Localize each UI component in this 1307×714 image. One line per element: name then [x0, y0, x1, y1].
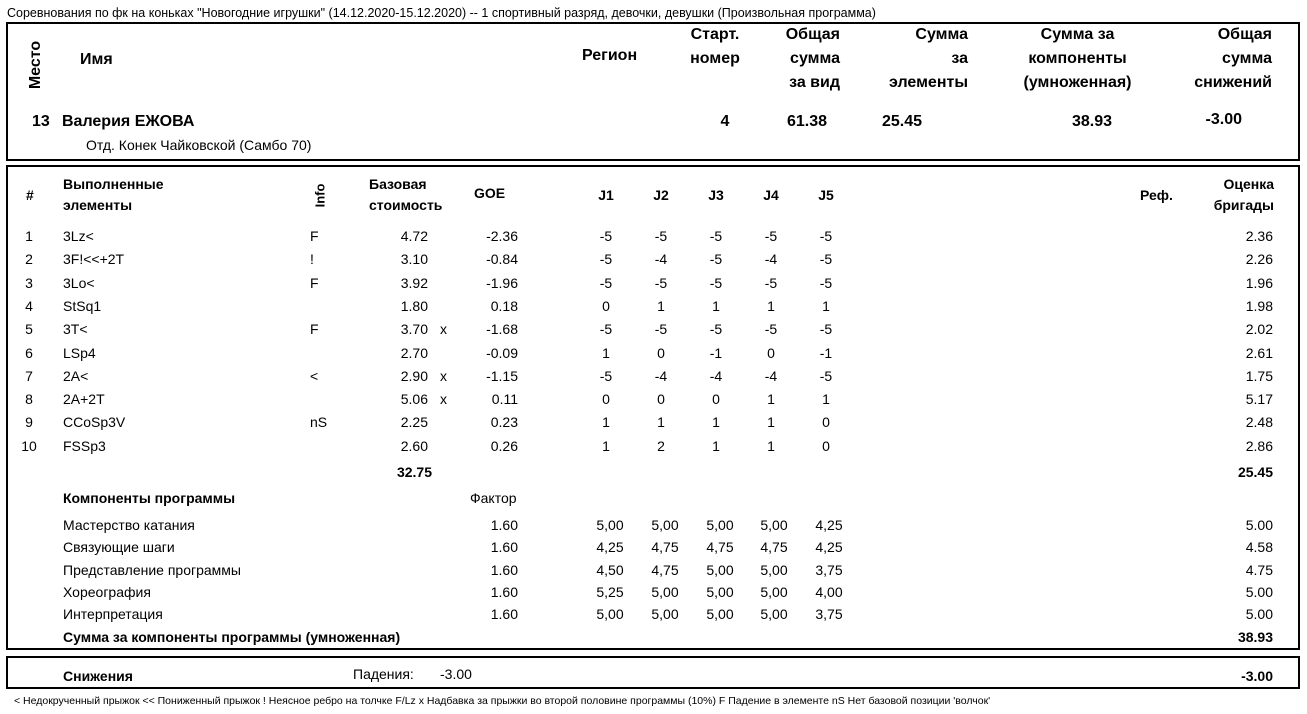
components-total-label: Сумма за компоненты программы (умноженная) [63, 629, 401, 645]
skater-total-score: 61.38 [786, 113, 827, 130]
element-judge-score: 0 [822, 414, 830, 431]
element-judge-score: -5 [709, 251, 723, 268]
element-judge-score: 1 [767, 437, 775, 454]
element-name: 3Lo< [63, 274, 95, 291]
element-base: 2.60 [400, 437, 428, 454]
deductions-header-line2: сумма [1222, 50, 1272, 67]
deductions-header [1180, 23, 1272, 95]
base-total: 32.75 [396, 464, 432, 480]
element-bonus: x [440, 321, 447, 338]
element-bonus: x [440, 367, 447, 384]
col-j4-header: J4 [763, 187, 779, 203]
element-judge-score: 0 [712, 391, 720, 408]
col-j1-header: J1 [598, 187, 614, 203]
element-judge-score: -5 [599, 228, 613, 244]
element-panel-score: 2.02 [1245, 321, 1273, 338]
element-name: FSSp3 [63, 437, 106, 454]
component-judge-score: 4,25 [596, 539, 624, 556]
deductions-total: -3.00 [1241, 668, 1273, 684]
element-name: 3Lz< [63, 228, 94, 244]
element-base: 3.70 [400, 321, 428, 338]
skater-place: 13 [32, 113, 50, 130]
components-score-header-line2: компоненты [1028, 50, 1127, 67]
skater-deductions: -3.00 [1205, 111, 1242, 128]
element-name: LSp4 [63, 344, 96, 361]
component-judge-score: 4,75 [651, 539, 679, 556]
element-judge-score: -5 [709, 321, 723, 338]
element-judge-score: -5 [709, 274, 723, 291]
element-info: F [310, 274, 319, 291]
element-name: 3T< [63, 321, 88, 338]
component-score: 4.58 [1245, 539, 1273, 556]
element-judge-score: -5 [599, 367, 613, 384]
element-panel-score: 1.96 [1245, 274, 1273, 291]
component-score: 4.75 [1245, 561, 1273, 578]
element-num: 10 [21, 437, 37, 454]
deductions-header-line3: снижений [1194, 74, 1272, 91]
component-name: Связующие шаги [63, 539, 175, 556]
elements-score-header [868, 23, 968, 95]
element-name: 2A+2T [63, 391, 105, 408]
components-score-header-line3: (умноженная) [1023, 74, 1132, 91]
component-judge-score: 5,00 [706, 561, 734, 578]
deductions-header-line1: Общая [1217, 26, 1272, 43]
col-base-header-line1: Базовая [369, 176, 427, 192]
col-info-header [310, 182, 330, 212]
element-panel-score: 2.61 [1245, 344, 1273, 361]
skater-start-number: 4 [720, 113, 730, 130]
element-num: 7 [25, 367, 33, 384]
element-judge-score: -5 [819, 321, 833, 338]
element-judge-score: -5 [599, 251, 613, 268]
element-judge-score: 2 [657, 437, 665, 454]
component-factor: 1.60 [490, 517, 518, 533]
name-header: Имя [80, 51, 113, 68]
element-name: StSq1 [63, 297, 102, 314]
place-header-label: Место [27, 40, 44, 90]
element-panel-score: 2.48 [1245, 414, 1273, 431]
element-judge-score: 1 [602, 344, 610, 361]
elements-score-header-line1: Сумма [915, 26, 968, 43]
col-num-header: # [26, 187, 34, 203]
legend: < Недокрученный прыжок << Пониженный прыжок ! Неясное ребро на толчке F/Lz x Надбавка за прыжки во второй половине программы (10%) F Падение в элементе nS Нет базовой позиции 'волчок' [14, 695, 991, 707]
element-judge-score: -1 [819, 344, 833, 361]
element-judge-score: 1 [657, 414, 665, 431]
element-judge-score: 1 [712, 297, 720, 314]
component-judge-score: 5,25 [596, 583, 624, 600]
element-base: 1.80 [400, 297, 428, 314]
element-base: 2.25 [400, 414, 428, 431]
components-score-header-line1: Сумма за [1040, 26, 1115, 43]
element-panel-score: 2.36 [1245, 228, 1273, 244]
element-judge-score: -5 [654, 321, 668, 338]
element-panel-score: 2.26 [1245, 251, 1273, 268]
element-judge-score: 1 [767, 391, 775, 408]
element-num: 9 [25, 414, 33, 431]
component-score: 5.00 [1245, 517, 1273, 533]
element-judge-score: -4 [764, 251, 778, 268]
element-panel-score: 1.98 [1245, 297, 1273, 314]
element-name: 2A< [63, 367, 89, 384]
element-judge-score: 0 [602, 391, 610, 408]
element-goe: -1.15 [486, 367, 518, 384]
falls-label: Падения: [353, 666, 414, 682]
element-info: < [310, 367, 319, 384]
component-judge-score: 5,00 [760, 606, 788, 623]
component-name: Мастерство катания [63, 517, 195, 533]
component-factor: 1.60 [490, 606, 518, 623]
element-judge-score: 0 [657, 344, 665, 361]
element-judge-score: -5 [599, 274, 613, 291]
element-base: 3.10 [400, 251, 428, 268]
col-j2-header: J2 [653, 187, 669, 203]
element-base: 5.06 [400, 391, 428, 408]
col-base-header-line2: стоимость [369, 197, 443, 213]
total-score-header-line3: за вид [789, 74, 840, 91]
components-score-header [1010, 23, 1145, 95]
factor-header: Фактор [470, 490, 517, 506]
element-judge-score: 1 [602, 437, 610, 454]
component-judge-score: 5,00 [760, 561, 788, 578]
element-goe: -0.09 [486, 344, 518, 361]
element-judge-score: 1 [657, 297, 665, 314]
skater-name: Валерия ЕЖОВА [62, 113, 195, 130]
component-factor: 1.60 [490, 561, 518, 578]
components-title: Компоненты программы [63, 490, 236, 506]
element-name: 3F!<<+2T [63, 251, 125, 268]
element-name: CCoSp3V [63, 414, 126, 431]
component-judge-score: 5,00 [706, 517, 734, 533]
component-score: 5.00 [1245, 606, 1273, 623]
element-num: 6 [25, 344, 33, 361]
col-ref-header: Реф. [1140, 187, 1173, 203]
col-goe-header: GOE [474, 185, 506, 201]
element-info: F [310, 321, 319, 338]
component-judge-score: 4,25 [815, 539, 843, 556]
component-factor: 1.60 [490, 583, 518, 600]
element-panel-score: 1.75 [1245, 367, 1273, 384]
element-goe: -2.36 [486, 228, 518, 244]
element-goe: 0.11 [491, 391, 518, 408]
component-judge-score: 5,00 [706, 583, 734, 600]
component-judge-score: 4,75 [651, 561, 679, 578]
component-name: Хореография [63, 583, 151, 600]
skater-elements-score: 25.45 [881, 113, 922, 130]
component-judge-score: 5,00 [706, 606, 734, 623]
element-info: ! [310, 251, 314, 268]
component-name: Интерпретация [63, 606, 163, 623]
element-judge-score: -1 [709, 344, 723, 361]
element-goe: 0.23 [490, 414, 518, 431]
element-judge-score: -5 [819, 228, 833, 244]
element-judge-score: -5 [819, 251, 833, 268]
total-score-header-line1: Общая [785, 26, 840, 43]
element-goe: 0.26 [490, 437, 518, 454]
component-judge-score: 3,75 [815, 561, 843, 578]
component-judge-score: 5,00 [760, 517, 788, 533]
element-base: 3.92 [400, 274, 428, 291]
element-judge-score: 0 [767, 344, 775, 361]
element-judge-score: -5 [654, 228, 668, 244]
deductions-panel [6, 656, 1300, 689]
element-judge-score: -4 [654, 251, 668, 268]
component-judge-score: 3,75 [815, 606, 843, 623]
element-judge-score: 1 [712, 437, 720, 454]
element-judge-score: -5 [819, 367, 833, 384]
element-info: nS [310, 414, 328, 431]
competition-title: Соревнования по фк на коньках "Новогодние игрушки" (14.12.2020-15.12.2020) -- 1 спортивный разряд, девочки, девушки (Произвольная программа) [7, 6, 876, 20]
element-judge-score: -4 [709, 367, 723, 384]
elements-score-header-line3: элементы [889, 74, 968, 91]
component-judge-score: 5,00 [651, 517, 679, 533]
start-number-header-line1: Старт. [690, 26, 740, 43]
element-judge-score: 1 [767, 414, 775, 431]
component-judge-score: 5,00 [596, 517, 624, 533]
element-judge-score: -4 [654, 367, 668, 384]
region-header: Регион [582, 47, 638, 64]
component-judge-score: 4,00 [815, 583, 843, 600]
element-judge-score: -5 [819, 274, 833, 291]
total-score-header-line2: сумма [790, 50, 840, 67]
component-judge-score: 5,00 [651, 606, 679, 623]
element-judge-score: -5 [654, 274, 668, 291]
col-panel-header-line2: бригады [1213, 197, 1274, 213]
col-base-header [369, 174, 442, 216]
col-info-header-label: Info [312, 183, 328, 208]
components-total: 38.93 [1237, 629, 1273, 645]
col-elements-header [63, 174, 164, 216]
col-j5-header: J5 [818, 187, 834, 203]
element-goe: -0.84 [486, 251, 518, 268]
col-j3-header: J3 [708, 187, 724, 203]
element-judge-score: 1 [767, 297, 775, 314]
component-judge-score: 4,50 [596, 561, 624, 578]
element-judge-score: -4 [764, 367, 778, 384]
element-judge-score: -5 [764, 274, 778, 291]
component-judge-score: 4,75 [706, 539, 734, 556]
col-elements-header-line1: Выполненные [63, 176, 164, 192]
elements-total: 25.45 [1237, 464, 1273, 480]
elements-score-header-line2: за [951, 50, 968, 67]
element-num: 2 [25, 251, 33, 268]
start-number-header [680, 23, 750, 71]
falls-value: -3.00 [440, 666, 472, 682]
element-bonus: x [440, 391, 447, 408]
component-judge-score: 5,00 [760, 583, 788, 600]
skater-components-score: 38.93 [1071, 113, 1112, 130]
element-goe: -1.96 [486, 274, 518, 291]
element-judge-score: 0 [602, 297, 610, 314]
col-elements-header-line2: элементы [63, 197, 133, 213]
component-score: 5.00 [1245, 583, 1273, 600]
element-judge-score: -5 [764, 228, 778, 244]
element-judge-score: 1 [822, 297, 830, 314]
deductions-label: Снижения [63, 668, 133, 684]
element-base: 4.72 [400, 228, 428, 244]
col-panel-header [1190, 174, 1274, 216]
start-number-header-line2: номер [690, 50, 740, 67]
component-judge-score: 5,00 [596, 606, 624, 623]
place-header [26, 36, 46, 96]
element-judge-score: 1 [602, 414, 610, 431]
component-factor: 1.60 [490, 539, 518, 556]
element-goe: 0.18 [490, 297, 518, 314]
element-num: 1 [25, 228, 33, 244]
element-judge-score: 1 [822, 391, 830, 408]
element-judge-score: 1 [712, 414, 720, 431]
element-num: 4 [25, 297, 33, 314]
total-score-header [760, 23, 840, 95]
element-base: 2.70 [400, 344, 428, 361]
component-judge-score: 5,00 [651, 583, 679, 600]
element-judge-score: 0 [657, 391, 665, 408]
element-num: 5 [25, 321, 33, 338]
element-num: 8 [25, 391, 33, 408]
component-name: Представление программы [63, 561, 241, 578]
component-judge-score: 4,25 [815, 517, 843, 533]
component-judge-score: 4,75 [760, 539, 788, 556]
element-base: 2.90 [400, 367, 428, 384]
element-judge-score: 0 [822, 437, 830, 454]
element-info: F [310, 228, 319, 244]
skater-club: Отд. Конек Чайковской (Самбо 70) [86, 137, 312, 153]
element-panel-score: 2.86 [1245, 437, 1273, 454]
element-goe: -1.68 [486, 321, 518, 338]
element-judge-score: -5 [599, 321, 613, 338]
element-panel-score: 5.17 [1245, 391, 1273, 408]
element-num: 3 [25, 274, 33, 291]
element-judge-score: -5 [764, 321, 778, 338]
element-judge-score: -5 [709, 228, 723, 244]
col-panel-header-line1: Оценка [1223, 176, 1274, 192]
